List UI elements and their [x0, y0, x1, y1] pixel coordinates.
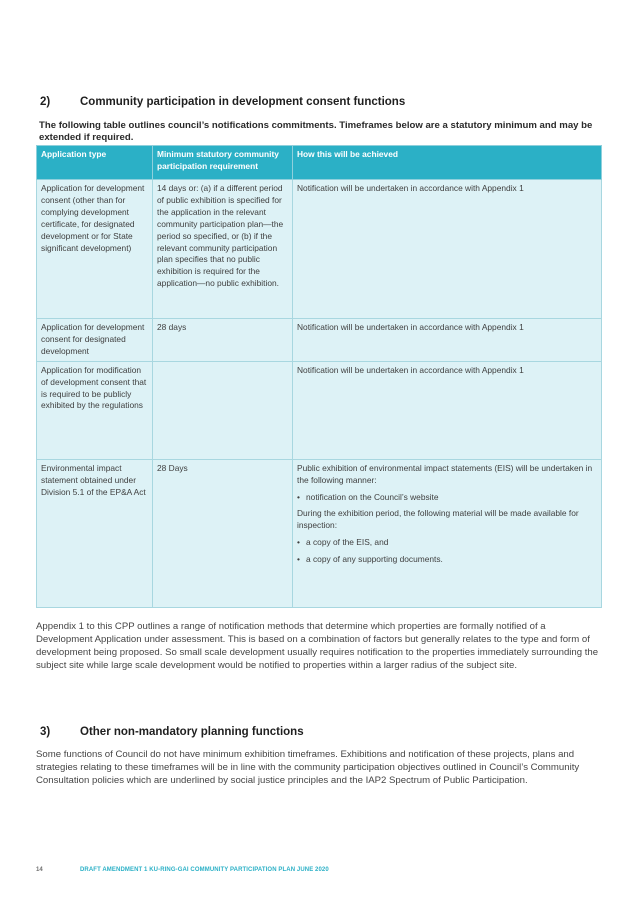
cell-how: Notification will be undertaken in accordance with Appendix 1: [293, 180, 602, 319]
eis-inspection-text: During the exhibition period, the following material will be made available for inspection:: [297, 508, 579, 531]
footer-title: DRAFT AMENDMENT 1 KU-RING-GAI COMMUNITY PARTICIPATION PLAN JUNE 2020: [80, 867, 329, 873]
eis-intro-text: Public exhibition of environmental impact statements (EIS) will be undertaken in the following manner:: [297, 462, 593, 485]
cell-requirement: 28 days: [153, 319, 293, 362]
table-header-row: [37, 146, 602, 180]
eis-bullet-website: • notification on the Council’s website: [297, 492, 597, 504]
cell-requirement: [153, 361, 293, 459]
section-2-title: Community participation in development consent functions: [80, 96, 406, 108]
section-2-heading: [40, 96, 405, 108]
header-application-type: Application type: [37, 146, 153, 180]
notifications-table: [36, 145, 602, 608]
header-how-achieved: How this will be achieved: [293, 146, 602, 180]
cell-application-type: Environmental impact statement obtained under Division 5.1 of the EP&A Act: [37, 459, 153, 607]
cell-how: [293, 459, 602, 607]
header-minimum-requirement: Minimum statutory community participation requirement: [153, 146, 293, 180]
cell-how: Notification will be undertaken in accordance with Appendix 1: [293, 319, 602, 362]
table-intro: The following table outlines council’s notifications commitments. Timeframes below are a statutory minimum and may be extended if required.: [39, 120, 593, 143]
section-2-number: 2): [40, 96, 51, 108]
table-row: [37, 459, 602, 607]
table-row: [37, 319, 602, 362]
appendix-paragraph: Appendix 1 to this CPP outlines a range of notification methods that determine which properties are formally notified of a Development Application under assessment. This is based on a combination of factors but generally relates to the type and form of development being proposed. So small scale development usually requires notification to the properties immediately surrounding the subject site while large scale development would be notified to properties within a larger radius of the subject site.: [36, 621, 599, 671]
cell-application-type: Application for development consent (other than for complying development certificate, for designated development or for State significant development): [37, 180, 153, 319]
section-3-title: Other non-mandatory planning functions: [80, 726, 304, 738]
cell-how: Notification will be undertaken in accordance with Appendix 1: [293, 361, 602, 459]
page-number: 14: [36, 867, 43, 873]
page-footer: [36, 867, 329, 873]
table-row: [37, 361, 602, 459]
table-row: [37, 180, 602, 319]
section-3-body: Some functions of Council do not have minimum exhibition timeframes. Exhibitions and notification of these projects, plans and strategies relating to these timeframes will be in line with the community participation objectives outlined in Council’s Community Consultation policies which are underlined by social justice principles and the IAP2 Spectrum of Public Participation.: [36, 749, 580, 786]
section-3-number: 3): [40, 726, 51, 738]
cell-application-type: Application for modification of development consent that is required to be publicly exhibited by the regulations: [37, 361, 153, 459]
section-3-heading: [40, 726, 304, 738]
cell-application-type: Application for development consent for designated development: [37, 319, 153, 362]
eis-bullet-supporting-docs: • a copy of any supporting documents.: [297, 554, 597, 566]
eis-bullet-copy-eis: • a copy of the EIS, and: [297, 537, 597, 549]
cell-requirement: 14 days or: (a) if a different period of public exhibition is specified for the application in the relevant community participation plan—the period so specified, or (b) if the relevant community participation plan specifies that no public exhibition is required for the application—no public exhibition.: [153, 180, 293, 319]
cell-requirement: 28 Days: [153, 459, 293, 607]
